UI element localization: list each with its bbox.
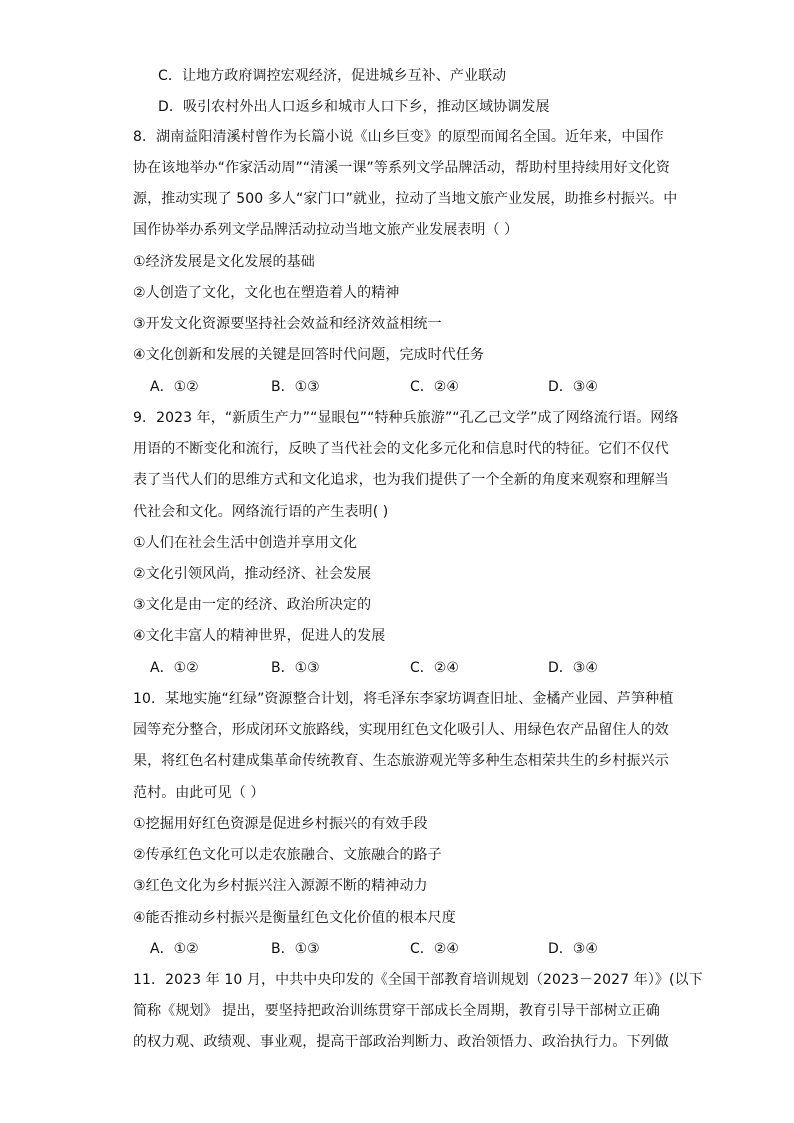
q9-statement: ②文化引领风尚，推动经济、社会发展 (133, 566, 372, 582)
q8-stem-line: 源，推动实现了 500 多人“家门口”就业，拉动了当地文旅产业发展，助推乡村振兴。中 (133, 191, 678, 207)
q9-stem-line: 用语的不断变化和流行，反映了当代社会的文化多元化和信息时代的特征。它们不仅代 (133, 441, 669, 457)
q10-statement: ①挖掘用好红色资源是促进乡村振兴的有效手段 (133, 816, 428, 832)
q10-stem-line: 园等充分整合，形成闭环文旅路线，实现用红色文化吸引人、用绿色农产品留住人的效 (133, 722, 669, 738)
q10-statement: ③红色文化为乡村振兴注入源源不断的精神动力 (133, 878, 428, 894)
q9-choices (150, 658, 630, 678)
q9-choice-a[interactable]: A．①② (150, 660, 199, 676)
q9-stem-line: 表了当代人们的思维方式和文化追求，也为我们提供了一个全新的角度来观察和理解当 (133, 472, 669, 488)
q9-choice-c[interactable]: C．②④ (410, 660, 459, 676)
q10-choice-a[interactable]: A．①② (150, 941, 199, 957)
q11-stem-line: 的权力观、政绩观、事业观，提高干部政治判断力、政治领悟力、政治执行力。下列做 (133, 1034, 669, 1050)
q11-stem-line: 11．2023 年 10 月，中共中央印发的《全国干部教育培训规划（2023－2027 年）》(以下 (133, 972, 703, 988)
q11-stem-line: 简称《规划》 提出，要坚持把政治训练贯穿干部成长全周期，教育引导干部树立正确 (133, 1003, 660, 1019)
q10-stem-line: 果，将红色名村建成集革命传统教育、生态旅游观光等多种生态相荣共生的乡村振兴示 (133, 753, 669, 769)
q10-choice-c[interactable]: C．②④ (410, 941, 459, 957)
q10-statement: ②传承红色文化可以走农旅融合、文旅融合的路子 (133, 847, 442, 863)
q10-choice-b[interactable]: B．①③ (271, 941, 320, 957)
q8-stem-line: 国作协举办系列文学品牌活动拉动当地文旅产业发展表明（ ） (133, 222, 519, 238)
q10-stem-line: 10．某地实施“红绿”资源整合计划，将毛泽东李家坊调查旧址、金橘产业园、芦笋种植 (133, 691, 674, 707)
q9-statement: ①人们在社会生活中创造并享用文化 (133, 535, 358, 551)
q10-statement: ④能否推动乡村振兴是衡量红色文化价值的根本尺度 (133, 910, 456, 926)
q9-statement: ③文化是由一定的经济、政治所决定的 (133, 597, 372, 613)
q9-choice-b[interactable]: B．①③ (271, 660, 320, 676)
q8-choices (150, 377, 630, 397)
q8-stem-line: 协在该地举办“作家活动周”“清溪一课”等系列文学品牌活动，帮助村里持续用好文化资 (133, 160, 671, 176)
q10-choices (150, 939, 630, 959)
q8-statement: ①经济发展是文化发展的基础 (133, 254, 315, 270)
q9-statement: ④文化丰富人的精神世界，促进人的发展 (133, 628, 386, 644)
q8-choice-c[interactable]: C．②④ (410, 379, 459, 395)
q8-choice-b[interactable]: B．①③ (271, 379, 320, 395)
q8-choice-a[interactable]: A．①② (150, 379, 199, 395)
q8-statement: ②人创造了文化，文化也在塑造着人的精神 (133, 285, 400, 301)
q10-stem-line: 范村。由此可见（ ） (133, 785, 265, 801)
q9-stem-line: 代社会和文化。网络流行语的产生表明( ) (133, 504, 389, 520)
q10-choice-d[interactable]: D．③④ (548, 941, 598, 957)
q7-option-d: D．吸引农村外出人口返乡和城市人口下乡，推动区域协调发展 (158, 99, 550, 115)
q8-stem-line: 8．湖南益阳清溪村曾作为长篇小说《山乡巨变》的原型而闻名全国。近年来，中国作 (133, 129, 664, 145)
q9-stem-line: 9．2023 年，“新质生产力”“显眼包”“特种兵旅游”“孔乙己文学”成了网络流行语。网络 (133, 410, 679, 426)
q9-choice-d[interactable]: D．③④ (548, 660, 598, 676)
q7-option-c: C．让地方政府调控宏观经济，促进城乡互补、产业联动 (158, 68, 507, 84)
q8-choice-d[interactable]: D．③④ (548, 379, 598, 395)
q8-statement: ④文化创新和发展的关键是回答时代问题，完成时代任务 (133, 347, 485, 363)
q8-statement: ③开发文化资源要坚持社会效益和经济效益相统一 (133, 316, 442, 332)
